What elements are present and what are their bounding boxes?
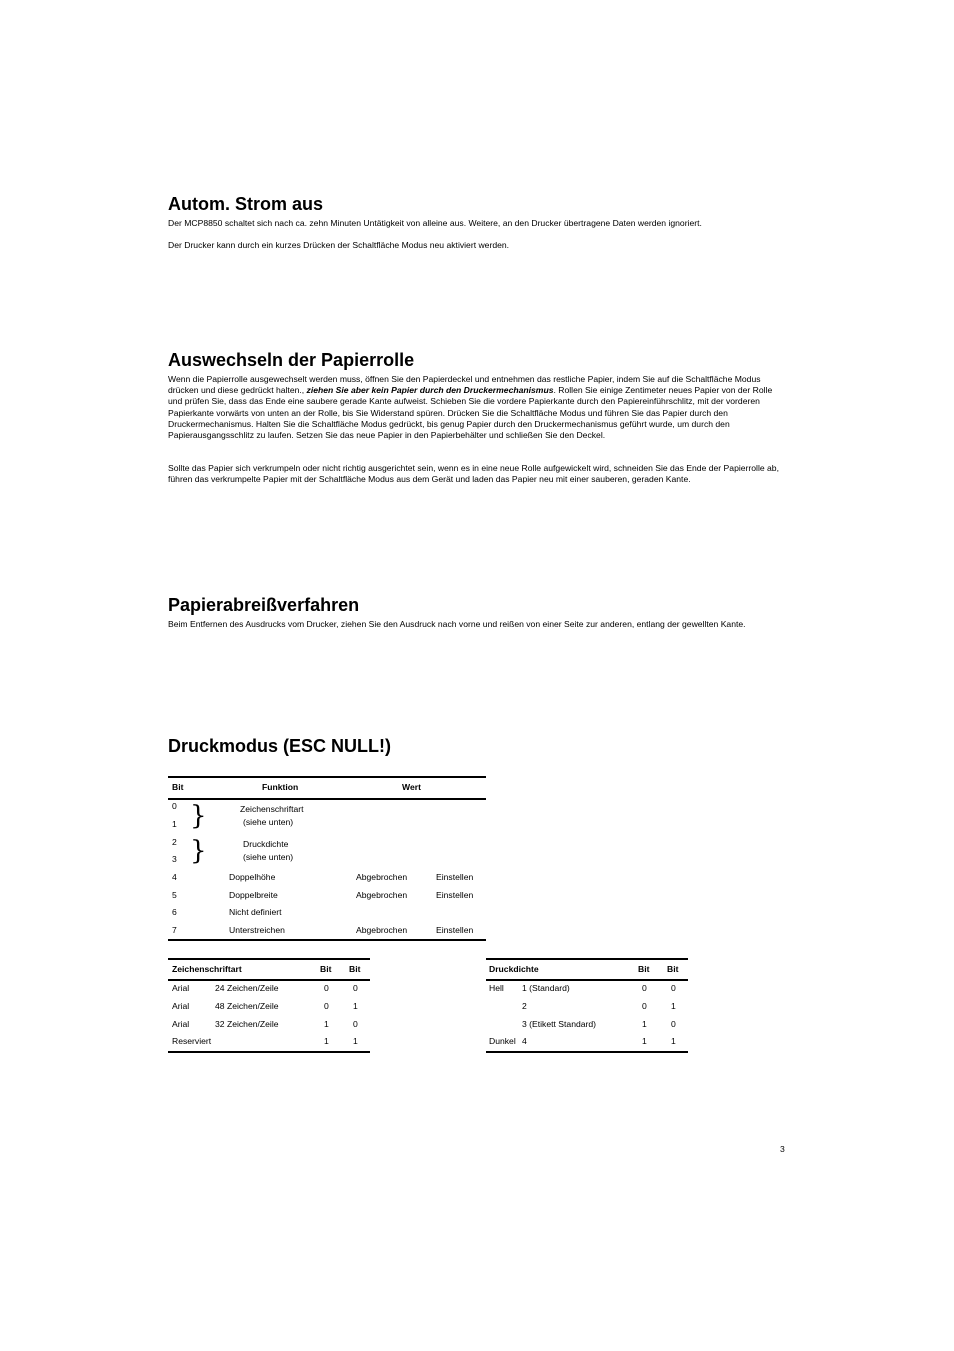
section-title-tear: Papierabreißverfahren	[168, 595, 360, 615]
density-cell-bit-1: 0	[642, 983, 647, 993]
row-funktion: Unterstreichen	[229, 925, 285, 935]
density-cell-bit-2: 0	[671, 983, 676, 993]
font-cell-bit-2: 0	[353, 983, 358, 993]
paper-p1-part-a: Wenn die Papierrolle ausgewechselt werden muss, öffnen Sie den Papierdeckel und entnehmen das restliche Papier, indem Sie auf die Schaltfläche Modus drücken und diese gedrückt halten.,	[168, 374, 761, 396]
header-wert: Wert	[402, 782, 421, 792]
density-header-name: Druckdichte	[489, 964, 539, 974]
density-cell-bit-2: 1	[671, 1001, 676, 1011]
density-cell-desc: 3 (Etikett Standard)	[522, 1019, 597, 1029]
row-bit: 4	[172, 872, 177, 882]
font-cell-bit-2: 1	[353, 1001, 358, 1011]
font-cell-font: Arial	[172, 1019, 190, 1029]
font-cell-desc: 32 Zeichen/Zeile	[215, 1019, 279, 1029]
header-funktion: Funktion	[262, 782, 299, 792]
row-bit: 5	[172, 890, 177, 900]
row-value-on: Einstellen	[436, 872, 474, 882]
density-cell-bit-1: 0	[642, 1001, 647, 1011]
group-density-note: (siehe unten)	[243, 852, 294, 862]
density-header-bit-2: Bit	[667, 964, 679, 974]
density-cell-desc: 2	[522, 1001, 527, 1011]
row-funktion: Nicht definiert	[229, 907, 282, 917]
bit-0: 0	[172, 801, 177, 811]
font-table-top-rule	[168, 958, 370, 960]
row-value-on: Einstellen	[436, 890, 474, 900]
header-bit: Bit	[172, 782, 184, 792]
density-cell-desc: 4	[522, 1036, 527, 1046]
paper-paragraph-1	[168, 374, 786, 441]
group-density-label: Druckdichte	[243, 839, 289, 849]
row-value-off: Abgebrochen	[356, 925, 408, 935]
autom-paragraph-2: Der Drucker kann durch ein kurzes Drücken der Schaltfläche Modus neu aktiviert werden.	[168, 240, 510, 250]
section-title-autom: Autom. Strom aus	[168, 194, 324, 214]
bit-1: 1	[172, 819, 177, 829]
density-cell-desc: 1 (Standard)	[522, 983, 570, 993]
section-title-paper: Auswechseln der Papierrolle	[168, 350, 415, 370]
table-header-rule	[168, 798, 486, 800]
density-table-top-rule	[486, 958, 688, 960]
font-cell-bit-2: 0	[353, 1019, 358, 1029]
font-cell-bit-1: 1	[324, 1019, 329, 1029]
group-font-note: (siehe unten)	[243, 817, 294, 827]
paper-p1-emphasis: ziehen Sie aber kein Papier durch den Druckermechanismus	[306, 385, 554, 396]
tear-paragraph-1: Beim Entfernen des Ausdrucks vom Drucker, ziehen Sie den Ausdruck nach vorne und reißen von einer Seite zur anderen, entlang der gewellten Kante.	[168, 619, 746, 629]
density-cell-bit-2: 0	[671, 1019, 676, 1029]
bit-3: 3	[172, 854, 177, 864]
density-cell-bit-1: 1	[642, 1019, 647, 1029]
density-table-header-rule	[486, 979, 688, 981]
table-top-rule	[168, 776, 486, 778]
font-cell-bit-1: 0	[324, 1001, 329, 1011]
autom-paragraph-1: Der MCP8850 schaltet sich nach ca. zehn Minuten Untätigkeit von alleine aus. Weitere, an den Drucker übertragene Daten werden ignoriert.	[168, 218, 702, 228]
table-bottom-rule	[168, 939, 486, 941]
font-cell-font: Arial	[172, 983, 190, 993]
row-bit: 6	[172, 907, 177, 917]
font-header-name: Zeichenschriftart	[172, 964, 242, 974]
font-cell-desc: 48 Zeichen/Zeile	[215, 1001, 279, 1011]
brace-group-density: }	[190, 836, 207, 866]
font-cell-desc: 24 Zeichen/Zeile	[215, 983, 279, 993]
density-cell-bit-2: 1	[671, 1036, 676, 1046]
brace-group-font: }	[190, 801, 207, 831]
paper-p1-part-b: . Rollen Sie einige Zentimeter neues Papier von der Rolle und prüfen Sie, dass das Ende eine saubere gerade Kante aufweist. Schieben Sie die vordere Papierkante durch den Papiereinführschlitz, mit der vorderen Papierkante vorwärts von unten an der Rolle, bis Sie Widerstand spüren. Drücken Sie die Schaltfläche Modus und führen Sie das Papier durch den Druckermechanismus. Halten Sie die Schaltfläche Modus gedrückt, bis genug Papier durch den Druckermechanismus geführt wurde, um durch den Papierausgangsschlitz zu laufen. Setzen Sie das neue Papier in den Papierbehälter und schließen Sie den Deckel.	[168, 385, 773, 441]
group-font-label: Zeichenschriftart	[240, 804, 304, 814]
row-value-on: Einstellen	[436, 925, 474, 935]
font-cell-bit-2: 1	[353, 1036, 358, 1046]
density-cell-label: Hell	[489, 983, 504, 993]
row-value-off: Abgebrochen	[356, 872, 408, 882]
font-header-bit-2: Bit	[349, 964, 361, 974]
row-funktion: Doppelhöhe	[229, 872, 276, 882]
row-bit: 7	[172, 925, 177, 935]
font-table-header-rule	[168, 979, 370, 981]
font-cell-bit-1: 0	[324, 983, 329, 993]
section-title-mode: Druckmodus (ESC NULL!)	[168, 736, 392, 756]
font-header-bit-1: Bit	[320, 964, 332, 974]
density-cell-label: Dunkel	[489, 1036, 516, 1046]
bit-2: 2	[172, 837, 177, 847]
density-header-bit-1: Bit	[638, 964, 650, 974]
row-value-off: Abgebrochen	[356, 890, 408, 900]
row-funktion: Doppelbreite	[229, 890, 278, 900]
font-cell-font: Arial	[172, 1001, 190, 1011]
page-number: 3	[780, 1144, 785, 1154]
density-table-bottom-rule	[486, 1051, 688, 1053]
paper-paragraph-2: Sollte das Papier sich verkrumpeln oder nicht richtig ausgerichtet sein, wenn es in eine neue Rolle aufgewickelt wird, schneiden Sie das Ende der Papierrolle ab, führen das verkrumpelte Papier mit der Schaltfläche Modus aus dem Gerät und laden das Papier neu mit einer sauberen, geraden Kante.	[168, 463, 779, 485]
density-cell-bit-1: 1	[642, 1036, 647, 1046]
font-cell-font: Reserviert	[172, 1036, 212, 1046]
font-cell-bit-1: 1	[324, 1036, 329, 1046]
font-table-bottom-rule	[168, 1051, 370, 1053]
